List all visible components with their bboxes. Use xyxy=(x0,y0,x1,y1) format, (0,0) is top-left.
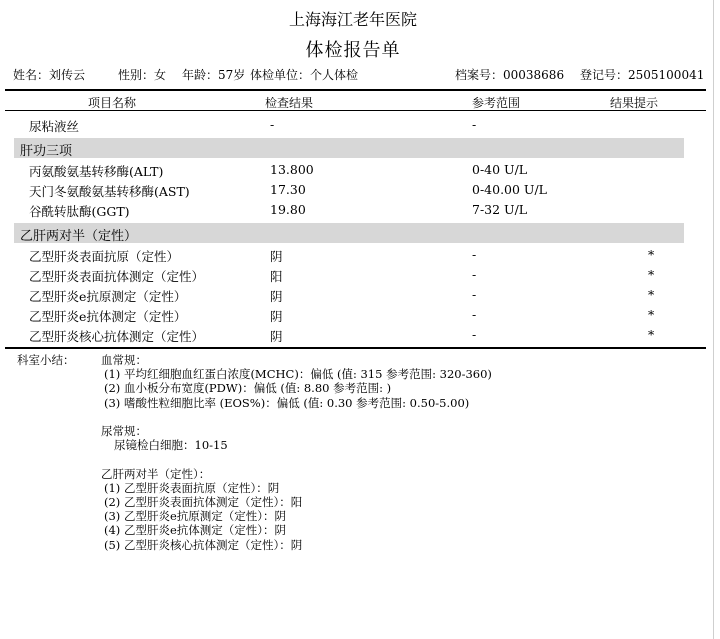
row-range: 0-40 U/L xyxy=(472,162,528,177)
row-result: 阴 xyxy=(270,329,283,344)
summary-line: 血常规： xyxy=(101,353,147,367)
row-flag: * xyxy=(648,287,655,302)
row-name: 乙型肝炎表面抗原（定性） xyxy=(29,249,180,264)
row-name: 尿粘液丝 xyxy=(29,119,80,134)
row-name: 乙型肝炎e抗体测定（定性） xyxy=(29,309,187,324)
header-result-hint: 结果提示 xyxy=(610,96,659,110)
summary-line: (1) 平均红细胞血红蛋白浓度(MCHC)：偏低 (值: 315 参考范围: 320-360) xyxy=(104,367,492,382)
summary-label: 科室小结： xyxy=(17,353,75,367)
row-range: - xyxy=(472,327,477,342)
summary-line: (2) 血小板分布宽度(PDW)：偏低 (值: 8.80 参考范围: ) xyxy=(104,381,392,396)
page-edge-divider xyxy=(713,0,714,639)
section-title-liver: 肝功三项 xyxy=(20,144,73,159)
summary-line: (3) 嗜酸性粒细胞比率 (EOS%)：偏低 (值: 0.30 参考范围: 0.50-5.00) xyxy=(104,395,470,410)
row-name: 天门冬氨酸氨基转移酶(AST) xyxy=(29,184,190,199)
header-item-name: 项目名称 xyxy=(88,96,137,110)
exam-unit: 体检单位：个人体检 xyxy=(250,68,359,82)
header-result: 检查结果 xyxy=(265,96,314,110)
row-flag: * xyxy=(648,307,655,322)
section-title-hepatitis-b: 乙肝两对半（定性） xyxy=(20,229,138,244)
patient-gender: 性别：女 xyxy=(118,68,167,82)
patient-name: 姓名：刘传云 xyxy=(13,68,86,82)
row-range: - xyxy=(472,267,477,282)
row-range: - xyxy=(472,117,477,132)
row-name: 丙氨酸氨基转移酶(ALT) xyxy=(29,164,164,179)
row-name: 谷酰转肽酶(GGT) xyxy=(29,204,130,219)
row-result: 13.800 xyxy=(270,162,314,177)
summary-line: (5) 乙型肝炎核心抗体测定（定性）：阴 xyxy=(104,537,303,552)
header-reference-range: 参考范围 xyxy=(472,96,521,110)
patient-age: 年龄：57岁 xyxy=(182,68,246,82)
row-name: 乙型肝炎核心抗体测定（定性） xyxy=(29,329,205,344)
summary-line: (3) 乙型肝炎e抗原测定（定性）：阴 xyxy=(104,509,286,524)
row-range: - xyxy=(472,287,477,302)
file-number: 档案号：00038686 xyxy=(455,68,565,82)
report-title: 体检报告单 xyxy=(305,40,401,61)
row-name: 乙型肝炎e抗原测定（定性） xyxy=(29,289,187,304)
summary-line: 尿常规： xyxy=(101,424,147,438)
row-result: 阳 xyxy=(270,269,283,284)
row-flag: * xyxy=(648,267,655,282)
row-range: - xyxy=(472,247,477,262)
table-bottom-rule xyxy=(5,347,706,349)
table-top-rule xyxy=(5,89,706,91)
hospital-name: 上海海江老年医院 xyxy=(288,10,417,29)
row-result: - xyxy=(270,117,275,132)
row-range: - xyxy=(472,307,477,322)
row-range: 7-32 U/L xyxy=(472,202,528,217)
summary-line: (1) 乙型肝炎表面抗原（定性）：阴 xyxy=(104,480,280,495)
summary-line: (4) 乙型肝炎e抗体测定（定性）：阴 xyxy=(104,523,286,538)
row-result: 19.80 xyxy=(270,202,306,217)
header-bottom-rule xyxy=(5,110,706,111)
section-band-liver xyxy=(14,138,684,158)
summary-line: 乙肝两对半（定性）： xyxy=(101,466,211,481)
registration-number: 登记号：2505100041 xyxy=(580,68,705,82)
row-result: 阴 xyxy=(270,309,283,324)
row-flag: * xyxy=(648,327,655,342)
row-result: 阴 xyxy=(270,249,283,264)
summary-line: (2) 乙型肝炎表面抗体测定（定性）：阳 xyxy=(104,495,303,509)
row-name: 乙型肝炎表面抗体测定（定性） xyxy=(29,269,205,284)
row-result: 阴 xyxy=(270,289,283,304)
row-result: 17.30 xyxy=(270,182,306,197)
row-range: 0-40.00 U/L xyxy=(472,182,547,197)
row-flag: * xyxy=(648,247,655,262)
summary-line: 尿镜检白细胞：10-15 xyxy=(114,438,228,453)
